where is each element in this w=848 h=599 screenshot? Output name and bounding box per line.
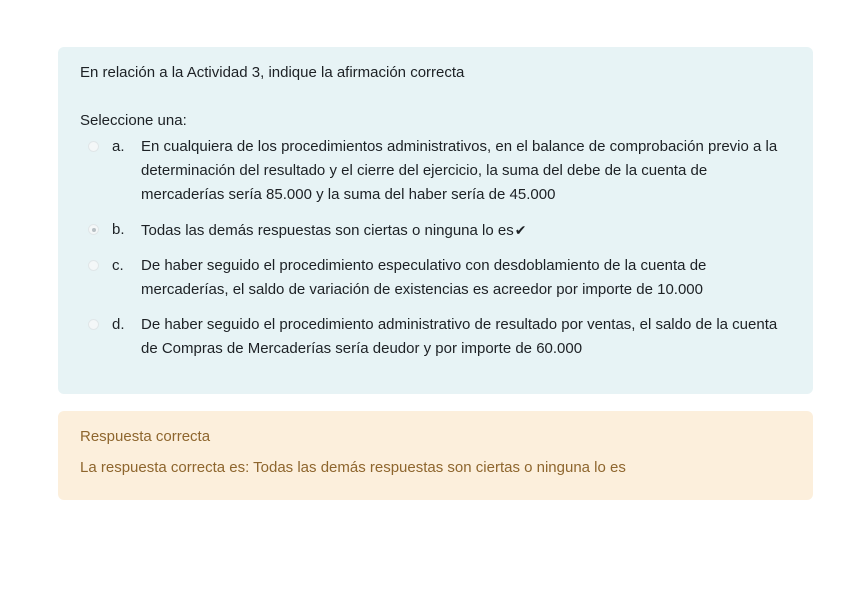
answer-option-a[interactable] [80, 135, 791, 207]
answer-text: Todas las demás respuestas son ciertas o ninguna lo es [141, 222, 514, 239]
radio-button-b[interactable] [88, 224, 99, 235]
feedback-title: Respuesta correcta [80, 428, 211, 445]
answer-list [80, 135, 791, 361]
answer-letter: b. [112, 221, 125, 238]
radio-button-c[interactable] [88, 260, 99, 271]
feedback-correct-answer: La respuesta correcta es: Todas las demás respuestas son ciertas o ninguna lo es [80, 459, 626, 476]
answer-letter: c. [112, 257, 124, 274]
select-prompt: Seleccione una: [80, 112, 187, 129]
radio-button-a[interactable] [88, 141, 99, 152]
question-text: En relación a la Actividad 3, indique la afirmación correcta [80, 64, 465, 81]
feedback-panel [58, 411, 813, 500]
answer-text: En cualquiera de los procedimientos administrativos, en el balance de comprobación previo a la determinación del resultado y el cierre del ejercicio, la suma del debe de la cuenta de mercaderías sería 85.000 y la suma del haber sería de 45.000 [141, 138, 778, 203]
check-icon: ✔ [514, 222, 527, 238]
answer-text: De haber seguido el procedimiento especulativo con desdoblamiento de la cuenta de mercaderías, el saldo de variación de existencias es acreedor por importe de 10.000 [141, 257, 707, 298]
answer-option-b[interactable] [80, 218, 791, 243]
answer-letter: d. [112, 316, 125, 333]
answer-text-wrap [141, 218, 791, 243]
radio-button-d[interactable] [88, 319, 99, 330]
answer-letter: a. [112, 138, 125, 155]
answer-option-c[interactable] [80, 254, 791, 302]
answer-text: De haber seguido el procedimiento administrativo de resultado por ventas, el saldo de la cuenta de Compras de Mercaderías sería deudor y por importe de 60.000 [141, 316, 778, 357]
answer-option-d[interactable] [80, 313, 791, 361]
question-panel [58, 47, 813, 394]
